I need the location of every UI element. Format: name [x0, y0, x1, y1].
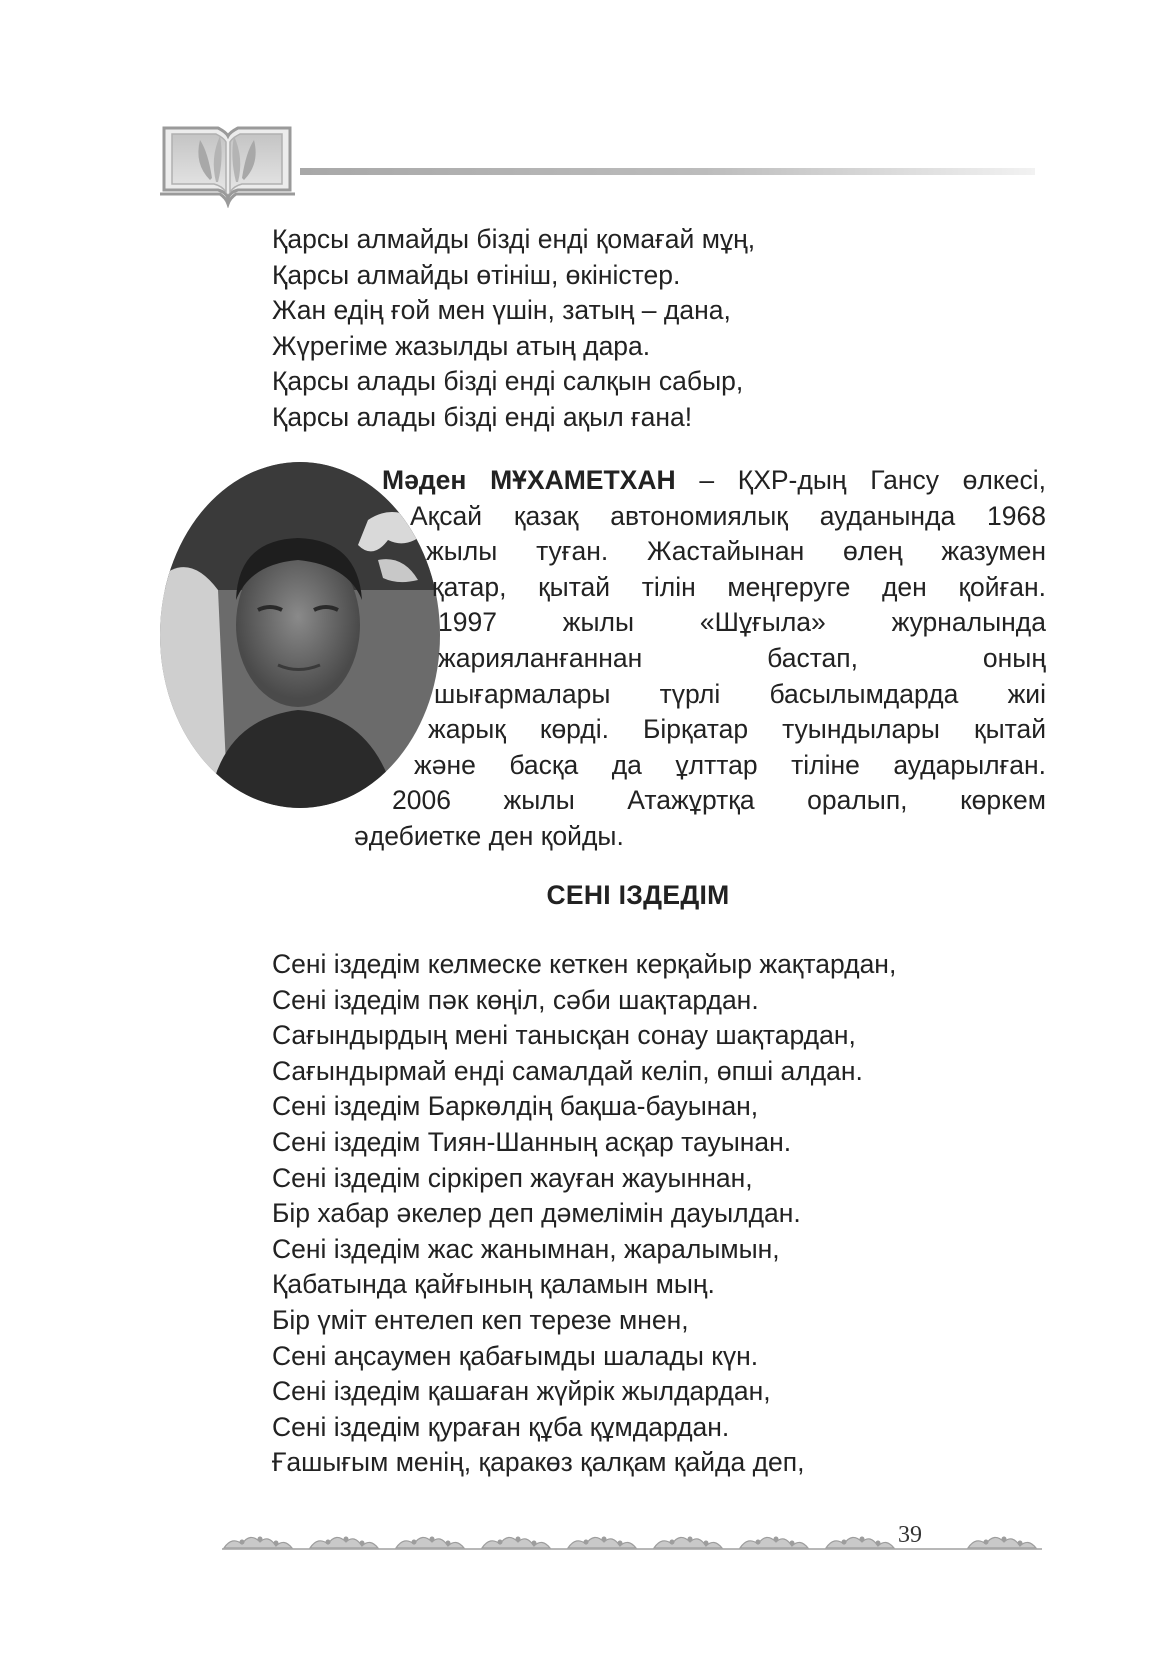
bio-line: 1997 жылы «Шұғыла» журналында: [438, 607, 1046, 638]
bio-line: əдебиетке ден қойды.: [354, 820, 624, 851]
header-rule: [300, 168, 1035, 175]
poem-line: Қабатында қайғының қаламын мың.: [272, 1269, 715, 1300]
poem-line: Сені іздедім қураған құба құмдардан.: [272, 1411, 730, 1442]
page-header: [160, 118, 1040, 208]
poem-line: Сағындырмай енді самалдай келіп, өпші алдан.: [272, 1055, 863, 1086]
author-bio: [354, 463, 1046, 855]
poem-line: Сені іздедім қашаған жүйрік жылдардан,: [272, 1376, 771, 1407]
poem-line: Ғашығым менің, қаракөз қалқам қайда деп,: [272, 1447, 805, 1478]
poem-line: Жүрегіме жазылды атың дара.: [272, 330, 651, 361]
poem-line: Бір үміт ентелеп кеп терезе мнен,: [272, 1304, 689, 1335]
bio-line: 2006 жылы Атажұртқа оралып, көркем: [392, 785, 1046, 816]
poem-stanza-2: [272, 947, 896, 1481]
bio-line: қатар, қытай тілін меңгеруге ден қойған.: [432, 571, 1046, 602]
poem-line: Сені іздедім жас жанымнан, жаралымын,: [272, 1233, 780, 1264]
poem-line: Сағындырдың мені танысқан сонау шақтардан,: [272, 1020, 856, 1051]
poem-line: Сені іздедім сіркіреп жауған жауыннан,: [272, 1162, 753, 1193]
poem-stanza-1: [272, 222, 755, 436]
bio-line: жəне басқа да ұлттар тіліне аударылған.: [414, 749, 1046, 780]
bio-line: жылы туған. Жастайынан өлең жазумен: [426, 536, 1046, 567]
author-name: Мəден МҰХАМЕТХАН: [382, 465, 676, 495]
bio-line: жарық көрді. Бірқатар туындылары қытай: [428, 714, 1046, 745]
bio-line: жарияланғаннан бастап, оның: [438, 642, 1046, 673]
poem-line: Қарсы алады бізді енді салқын сабыр,: [272, 366, 744, 397]
poem-line: Сені іздедім Баркөлдің бақша-бауынан,: [272, 1091, 759, 1122]
poem-line: Қарсы алмайды өтініш, өкіністер.: [272, 259, 681, 290]
bio-line: Ақсай қазақ автономиялық ауданында 1968: [410, 500, 1046, 531]
poem-line: Бір хабар əкелер деп дəмелімін дауылдан.: [272, 1198, 801, 1229]
bio-line: шығармалары түрлі басылымдарда жиі: [434, 678, 1046, 709]
poem-line: Қарсы алады бізді енді ақыл ғана!: [272, 401, 693, 432]
poem-line: Сені іздедім келмеске кеткен керқайыр жақтардан,: [272, 949, 897, 979]
poem-line: Сені іздедім пəк көңіл, сəби шақтардан.: [272, 984, 759, 1015]
page-footer: [222, 1522, 1042, 1562]
poem-line: Жан едің ғой мен үшін, затың – дана,: [272, 295, 731, 326]
poem-title: СЕНІ ІЗДЕДІМ: [546, 880, 730, 910]
page-number: 39: [898, 1522, 922, 1548]
poem-line: Сені іздедім Тиян-Шанның асқар тауынан.: [272, 1126, 792, 1157]
open-book-quill-icon: [160, 118, 295, 208]
poem-line: Қарсы алмайды бізді енді қомағай мұң,: [272, 224, 756, 254]
poem-line: Сені аңсаумен қабағымды шалады күн.: [272, 1340, 759, 1371]
bio-line: Мəден МҰХАМЕТХАН – ҚХР-дың Гансу өлкесі,: [382, 465, 1046, 495]
